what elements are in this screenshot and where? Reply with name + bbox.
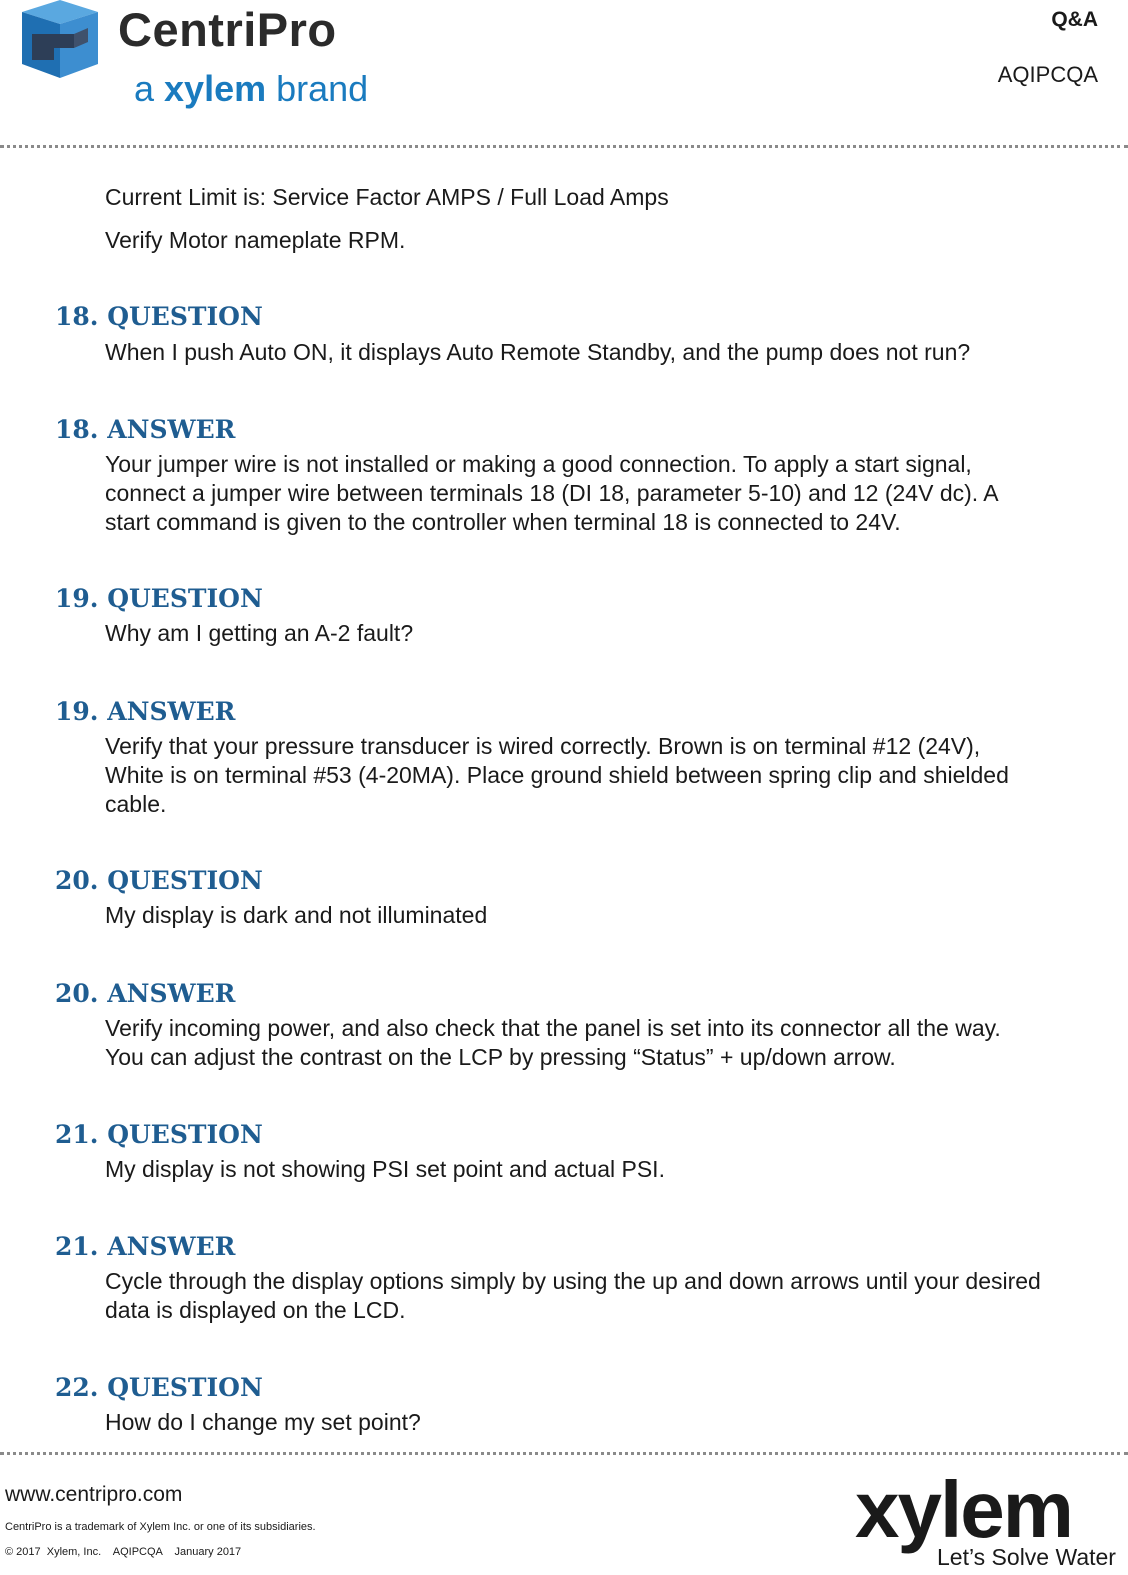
question-20-heading: 20. QUESTION xyxy=(55,866,263,895)
document-code: AQIPCQA xyxy=(997,62,1098,87)
answer-21-heading: 21. ANSWER xyxy=(55,1232,236,1261)
question-18-text: When I push Auto ON, it displays Auto Remote Standby, and the pump does not run? xyxy=(105,339,971,365)
question-22-text: How do I change my set point? xyxy=(105,1409,421,1435)
answer-20-text: Verify incoming power, and also check that the panel is set into its connector all the way. You can adjust the contrast on the LCP by pressing “Status” + up/down arrow. xyxy=(105,1015,1001,1070)
question-21-heading: 21. QUESTION xyxy=(55,1120,263,1149)
header-divider xyxy=(0,145,1128,148)
intro-line-motor-rpm: Verify Motor nameplate RPM. xyxy=(105,227,406,253)
footer-divider xyxy=(0,1452,1128,1455)
xylem-wordmark: xylem xyxy=(855,1465,1072,1554)
answer-18-heading: 18. ANSWER xyxy=(55,415,236,444)
answer-20-heading: 20. ANSWER xyxy=(55,979,236,1008)
xylem-logo xyxy=(855,1465,1125,1574)
question-18-heading: 18. QUESTION xyxy=(55,302,263,331)
centripro-cube-icon xyxy=(14,0,106,80)
brand-name: CentriPro xyxy=(118,3,337,56)
brand-tagline: a xylem brand xyxy=(134,68,369,109)
footer-website-link[interactable]: www.centripro.com xyxy=(5,1483,183,1506)
answer-21-text: Cycle through the display options simply by using the up and down arrows until your desired data is displayed on the LCD. xyxy=(105,1268,1041,1323)
question-19-text: Why am I getting an A-2 fault? xyxy=(105,620,414,646)
footer-copyright: © 2017 Xylem, Inc. AQIPCQA January 2017 xyxy=(5,1546,242,1558)
centripro-logo xyxy=(14,0,374,112)
answer-19-text: Verify that your pressure transducer is wired correctly. Brown is on terminal #12 (24V), White is on terminal #53 (4-20MA). Place ground shield between spring clip and shielded cable. xyxy=(105,733,1009,817)
intro-line-current-limit: Current Limit is: Service Factor AMPS / Full Load Amps xyxy=(105,184,669,210)
question-20-text: My display is dark and not illuminated xyxy=(105,902,488,928)
answer-19-heading: 19. ANSWER xyxy=(55,697,236,726)
answer-18-text: Your jumper wire is not installed or making a good connection. To apply a start signal, connect a jumper wire between terminals 18 (DI 18, parameter 5-10) and 12 (24V dc). A start command is given to the controller when terminal 18 is connected to 24V. xyxy=(105,451,999,535)
footer-trademark: CentriPro is a trademark of Xylem Inc. or one of its subsidiaries. xyxy=(5,1521,316,1533)
question-22-heading: 22. QUESTION xyxy=(55,1373,263,1402)
question-21-text: My display is not showing PSI set point and actual PSI. xyxy=(105,1156,665,1182)
question-19-heading: 19. QUESTION xyxy=(55,584,263,613)
xylem-tagline: Let’s Solve Water xyxy=(937,1544,1116,1570)
document-type: Q&A xyxy=(1051,8,1098,31)
